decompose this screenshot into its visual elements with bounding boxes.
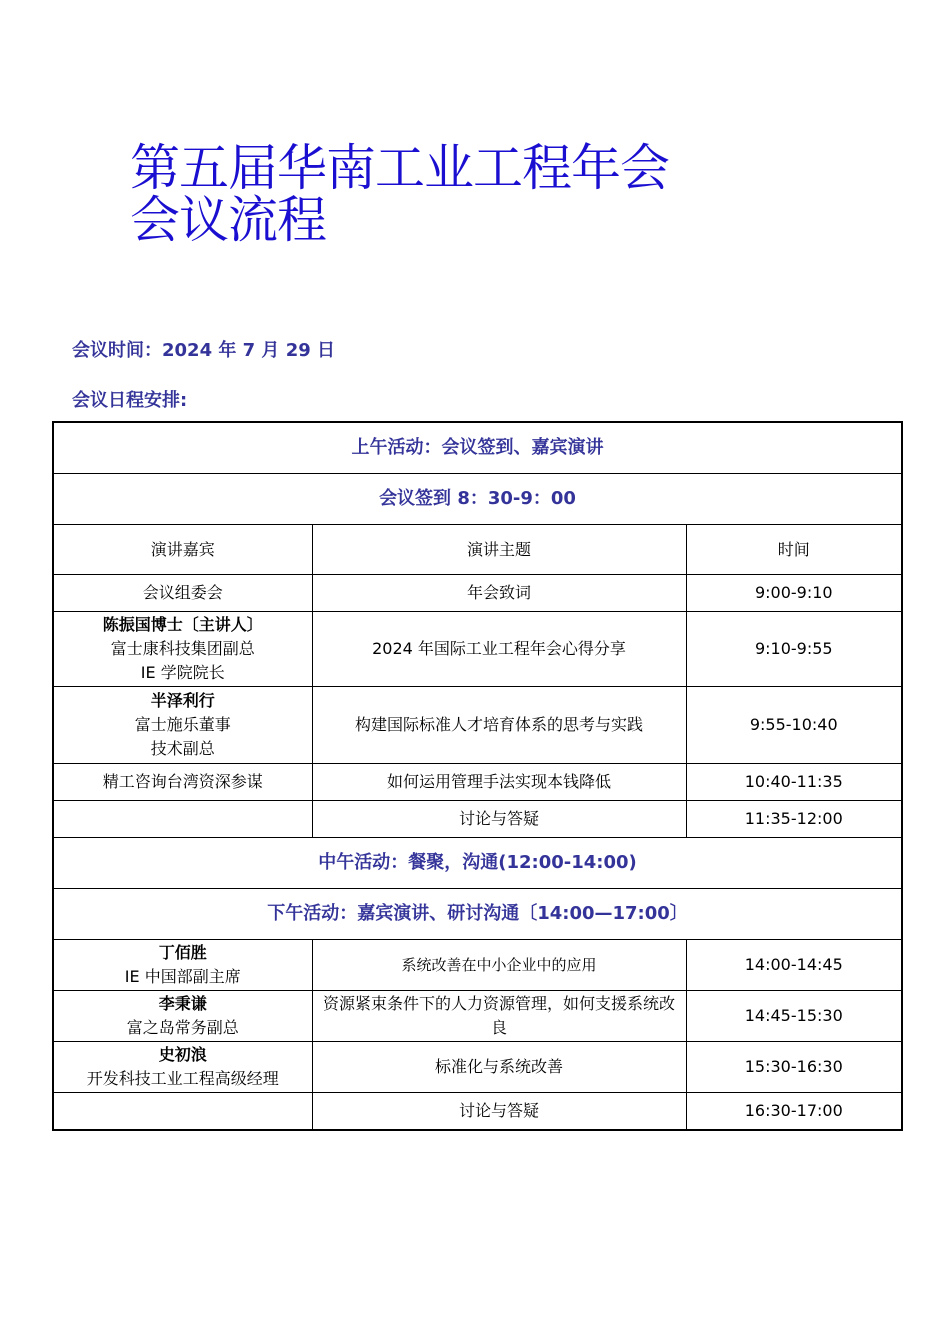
speaker-cell: 会议组委会 (53, 575, 312, 612)
meeting-time: 会议时间：2024 年 7 月 29 日 (72, 340, 336, 361)
header-topic: 演讲主题 (312, 525, 686, 575)
time-cell: 9:00-9:10 (686, 575, 902, 612)
schedule-label: 会议日程安排: (72, 390, 188, 411)
table-row (53, 1093, 902, 1131)
speaker-title: 富士施乐董事 (134, 715, 231, 734)
time-cell: 14:45-15:30 (686, 991, 902, 1042)
afternoon-section-row (53, 889, 902, 940)
noon-section-title: 中午活动：餐聚，沟通(12:00-14:00) (53, 838, 902, 889)
speaker-name: 史初浪 (158, 1045, 207, 1064)
header-time: 时间 (686, 525, 902, 575)
speaker-cell (53, 940, 312, 991)
morning-section-row (53, 422, 902, 474)
time-cell: 16:30-17:00 (686, 1093, 902, 1131)
table-row (53, 991, 902, 1042)
topic-cell: 构建国际标准人才培育体系的思考与实践 (312, 687, 686, 764)
topic-cell: 2024 年国际工业工程年会心得分享 (312, 612, 686, 687)
table-row (53, 764, 902, 801)
table-header-row (53, 525, 902, 575)
table-row (53, 575, 902, 612)
noon-section-row (53, 838, 902, 889)
afternoon-section-title: 下午活动：嘉宾演讲、研讨沟通〔14:00—17:00〕 (53, 889, 902, 940)
table-row (53, 940, 902, 991)
time-cell: 14:00-14:45 (686, 940, 902, 991)
speaker-title: 富之岛常务副总 (126, 1018, 239, 1037)
speaker-name: 陈振国博士〔主讲人〕 (102, 615, 263, 634)
checkin-title: 会议签到 8：30-9：00 (53, 474, 902, 525)
morning-section-title: 上午活动：会议签到、嘉宾演讲 (53, 422, 902, 474)
speaker-title: IE 学院院长 (140, 663, 225, 682)
topic-cell: 讨论与答疑 (312, 1093, 686, 1131)
speaker-title: 技术副总 (150, 739, 215, 758)
time-cell: 10:40-11:35 (686, 764, 902, 801)
table-row (53, 1042, 902, 1093)
time-cell: 9:55-10:40 (686, 687, 902, 764)
topic-cell: 年会致词 (312, 575, 686, 612)
speaker-name: 丁佰胜 (158, 943, 207, 962)
speaker-cell: 精工咨询台湾资深参谋 (53, 764, 312, 801)
speaker-title: 富士康科技集团副总 (110, 639, 255, 658)
speaker-cell (53, 1093, 312, 1131)
time-cell: 15:30-16:30 (686, 1042, 902, 1093)
topic-cell: 资源紧束条件下的人力资源管理，如何支援系统改良 (312, 991, 686, 1042)
table-row (53, 801, 902, 838)
time-cell: 11:35-12:00 (686, 801, 902, 838)
agenda-table (52, 421, 903, 1131)
speaker-cell (53, 687, 312, 764)
topic-cell: 系统改善在中小企业中的应用 (312, 940, 686, 991)
speaker-name: 李秉谦 (158, 994, 207, 1013)
speaker-cell (53, 612, 312, 687)
speaker-title: IE 中国部副主席 (124, 967, 241, 986)
table-row (53, 612, 902, 687)
speaker-name: 半泽利行 (150, 691, 215, 710)
speaker-title: 开发科技工业工程高级经理 (86, 1069, 279, 1088)
topic-cell: 如何运用管理手法实现本钱降低 (312, 764, 686, 801)
header-speaker: 演讲嘉宾 (53, 525, 312, 575)
topic-cell: 讨论与答疑 (312, 801, 686, 838)
topic-cell: 标准化与系统改善 (312, 1042, 686, 1093)
speaker-cell (53, 1042, 312, 1093)
title-line-1: 第五届华南工业工程年会 (130, 139, 669, 197)
speaker-cell (53, 801, 312, 838)
speaker-cell (53, 991, 312, 1042)
time-cell: 9:10-9:55 (686, 612, 902, 687)
checkin-row (53, 474, 902, 525)
page-title (130, 139, 830, 249)
table-row (53, 687, 902, 764)
title-line-2: 会议流程 (130, 191, 326, 249)
